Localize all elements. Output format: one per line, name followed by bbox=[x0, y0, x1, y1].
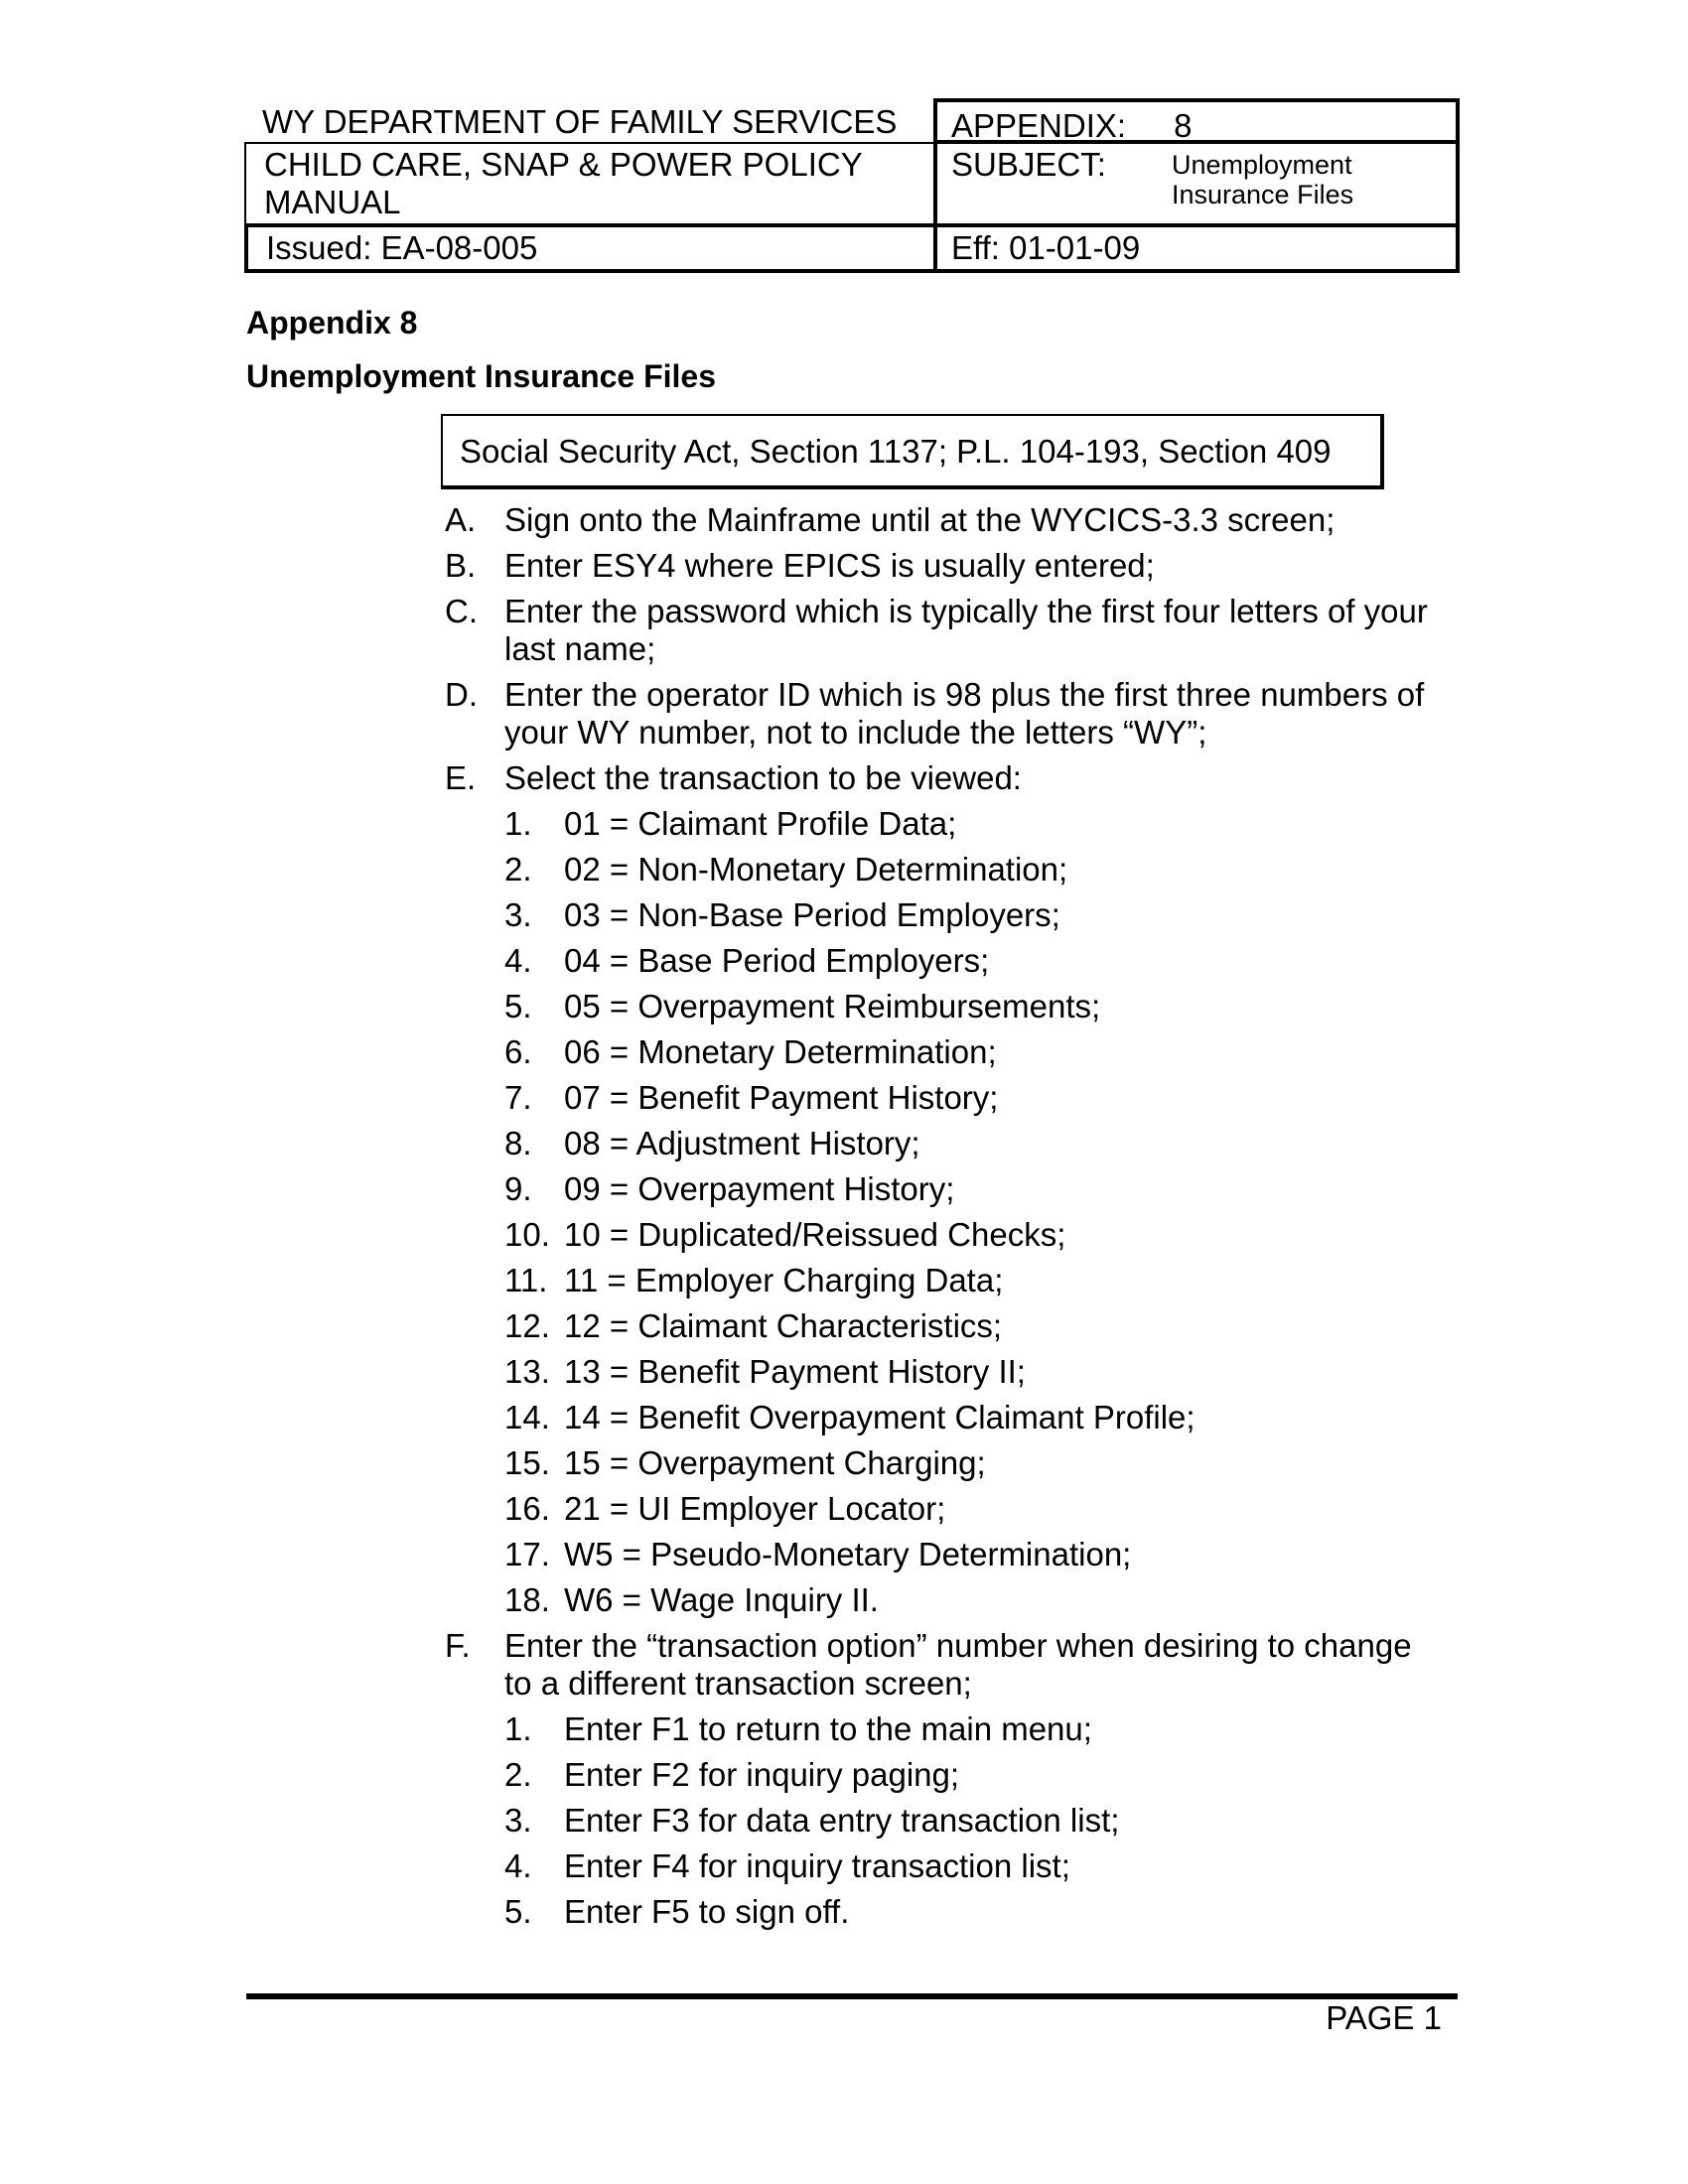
list-item-text: 08 = Adjustment History; bbox=[564, 1125, 920, 1161]
manual-name-line-1: CHILD CARE, SNAP & POWER POLICY bbox=[264, 146, 863, 183]
list-item-number: 10. bbox=[504, 1216, 550, 1253]
list-item-text: 21 = UI Employer Locator; bbox=[564, 1490, 946, 1527]
list-item-number: 2. bbox=[504, 851, 532, 887]
transaction-item bbox=[504, 1353, 1438, 1391]
transaction-item bbox=[504, 988, 1438, 1025]
step-marker: C. bbox=[445, 593, 478, 629]
header-row-3 bbox=[244, 227, 1460, 273]
transaction-item bbox=[504, 1581, 1438, 1619]
list-item-text: 07 = Benefit Payment History; bbox=[564, 1079, 999, 1116]
list-item-text: W6 = Wage Inquiry II. bbox=[564, 1581, 879, 1618]
step-marker: F. bbox=[445, 1627, 471, 1664]
list-item-number: 11. bbox=[504, 1262, 548, 1298]
list-item-text: Enter F3 for data entry transaction list; bbox=[564, 1802, 1120, 1839]
transaction-item bbox=[504, 805, 1438, 843]
subject-value-line-1: Unemployment bbox=[1172, 150, 1352, 180]
step-line: last name; bbox=[504, 630, 656, 667]
page-number: PAGE 1 bbox=[1326, 1999, 1442, 2036]
effective-date: Eff: 01-01-09 bbox=[933, 227, 1460, 273]
list-item-text: 04 = Base Period Employers; bbox=[564, 942, 990, 979]
list-item-text: 14 = Benefit Overpayment Claimant Profile; bbox=[564, 1399, 1196, 1435]
step-text bbox=[504, 1627, 1438, 1703]
list-item-text: Enter F5 to sign off. bbox=[564, 1893, 850, 1930]
transaction-item bbox=[504, 1262, 1438, 1299]
step-marker: D. bbox=[445, 676, 478, 713]
function-key-list bbox=[504, 1710, 1438, 1931]
step-text bbox=[504, 547, 1438, 585]
list-item-text: Enter F2 for inquiry paging; bbox=[564, 1756, 960, 1793]
header-row-2 bbox=[244, 144, 1460, 227]
step-line: Enter the password which is typically the first four letters of your bbox=[504, 593, 1428, 629]
step-text bbox=[504, 676, 1438, 751]
list-item-number: 5. bbox=[504, 988, 532, 1024]
transaction-item bbox=[504, 896, 1438, 934]
list-item-text: 10 = Duplicated/Reissued Checks; bbox=[564, 1216, 1066, 1253]
list-item-number: 14. bbox=[504, 1399, 550, 1435]
list-item-text: 13 = Benefit Payment History II; bbox=[564, 1353, 1026, 1390]
list-item-number: 16. bbox=[504, 1490, 550, 1527]
list-item-text: W5 = Pseudo-Monetary Determination; bbox=[564, 1536, 1132, 1572]
transaction-item bbox=[504, 1216, 1438, 1254]
list-item-number: 7. bbox=[504, 1079, 532, 1116]
list-item-number: 17. bbox=[504, 1536, 550, 1572]
step-line: Sign onto the Mainframe until at the WYCICS-3.3 screen; bbox=[504, 501, 1336, 538]
step-line: Enter the operator ID which is 98 plus the first three numbers of bbox=[504, 676, 1425, 713]
list-item-text: Enter F1 to return to the main menu; bbox=[564, 1710, 1092, 1747]
appendix-number: 8 bbox=[1174, 107, 1193, 144]
list-item-text: 05 = Overpayment Reimbursements; bbox=[564, 988, 1101, 1024]
appendix-label: APPENDIX: bbox=[951, 107, 1127, 144]
step-marker: E. bbox=[445, 759, 477, 796]
list-item-text: 03 = Non-Base Period Employers; bbox=[564, 896, 1060, 933]
transaction-item bbox=[504, 1307, 1438, 1345]
transaction-item bbox=[504, 1399, 1438, 1436]
transaction-item bbox=[504, 942, 1438, 980]
list-item-number: 5. bbox=[504, 1893, 532, 1930]
list-item-number: 3. bbox=[504, 1802, 532, 1839]
step-text bbox=[504, 759, 1438, 797]
transaction-list bbox=[504, 805, 1438, 1619]
step-text bbox=[504, 593, 1438, 668]
step-d bbox=[445, 676, 1438, 751]
list-item-number: 12. bbox=[504, 1307, 550, 1344]
list-item-number: 4. bbox=[504, 942, 532, 979]
list-item-number: 8. bbox=[504, 1125, 532, 1161]
list-item-number: 18. bbox=[504, 1581, 550, 1618]
document-header bbox=[244, 98, 1460, 273]
step-a bbox=[445, 501, 1438, 539]
appendix-cell bbox=[933, 98, 1460, 144]
list-item-number: 3. bbox=[504, 896, 532, 933]
list-item-text: Enter F4 for inquiry transaction list; bbox=[564, 1847, 1070, 1884]
function-key-item bbox=[504, 1893, 1438, 1931]
step-f bbox=[445, 1627, 1438, 1703]
list-item-text: 15 = Overpayment Charging; bbox=[564, 1444, 986, 1481]
list-item-number: 1. bbox=[504, 1710, 532, 1747]
function-key-item bbox=[504, 1802, 1438, 1840]
step-e bbox=[445, 759, 1438, 797]
page-title: Unemployment Insurance Files bbox=[246, 358, 717, 394]
header-row-1 bbox=[244, 98, 1460, 144]
step-c bbox=[445, 593, 1438, 668]
subject-label: SUBJECT: bbox=[951, 146, 1106, 183]
step-b bbox=[445, 547, 1438, 585]
step-line: Enter ESY4 where EPICS is usually entered; bbox=[504, 547, 1155, 584]
department-name: WY DEPARTMENT OF FAMILY SERVICES bbox=[244, 98, 933, 144]
step-marker: B. bbox=[445, 547, 477, 584]
appendix-heading: Appendix 8 bbox=[246, 305, 418, 341]
subject-cell bbox=[933, 144, 1460, 227]
list-item-text: 02 = Non-Monetary Determination; bbox=[564, 851, 1068, 887]
list-item-text: 06 = Monetary Determination; bbox=[564, 1033, 997, 1070]
instruction-list bbox=[445, 501, 1438, 1939]
subject-value bbox=[1172, 146, 1353, 209]
transaction-item bbox=[504, 1170, 1438, 1208]
transaction-item bbox=[504, 851, 1438, 888]
list-item-number: 6. bbox=[504, 1033, 532, 1070]
issued-number: Issued: EA-08-005 bbox=[244, 227, 933, 273]
transaction-item bbox=[504, 1444, 1438, 1482]
step-line: to a different transaction screen; bbox=[504, 1665, 972, 1702]
list-item-text: 11 = Employer Charging Data; bbox=[564, 1262, 1004, 1298]
transaction-item bbox=[504, 1033, 1438, 1071]
step-marker: A. bbox=[445, 501, 477, 538]
manual-name bbox=[244, 144, 933, 227]
transaction-item bbox=[504, 1079, 1438, 1117]
step-text bbox=[504, 501, 1438, 539]
footer-rule bbox=[246, 1993, 1458, 1999]
list-item-number: 2. bbox=[504, 1756, 532, 1793]
subject-value-line-2: Insurance Files bbox=[1172, 180, 1354, 209]
list-item-number: 15. bbox=[504, 1444, 550, 1481]
list-item-number: 1. bbox=[504, 805, 532, 842]
list-item-number: 13. bbox=[504, 1353, 550, 1390]
function-key-item bbox=[504, 1710, 1438, 1748]
manual-name-line-2: MANUAL bbox=[264, 184, 401, 220]
function-key-item bbox=[504, 1847, 1438, 1885]
legal-citation-box: Social Security Act, Section 1137; P.L. 104-193, Section 409 bbox=[441, 414, 1384, 489]
list-item-text: 12 = Claimant Characteristics; bbox=[564, 1307, 1003, 1344]
list-item-number: 9. bbox=[504, 1170, 532, 1207]
transaction-item bbox=[504, 1125, 1438, 1162]
list-item-text: 09 = Overpayment History; bbox=[564, 1170, 955, 1207]
step-line: Enter the “transaction option” number when desiring to change bbox=[504, 1627, 1412, 1664]
transaction-item bbox=[504, 1490, 1438, 1528]
function-key-item bbox=[504, 1756, 1438, 1794]
list-item-number: 4. bbox=[504, 1847, 532, 1884]
step-line: your WY number, not to include the letters “WY”; bbox=[504, 714, 1207, 751]
transaction-item bbox=[504, 1536, 1438, 1573]
list-item-text: 01 = Claimant Profile Data; bbox=[564, 805, 957, 842]
step-line: Select the transaction to be viewed: bbox=[504, 759, 1022, 796]
